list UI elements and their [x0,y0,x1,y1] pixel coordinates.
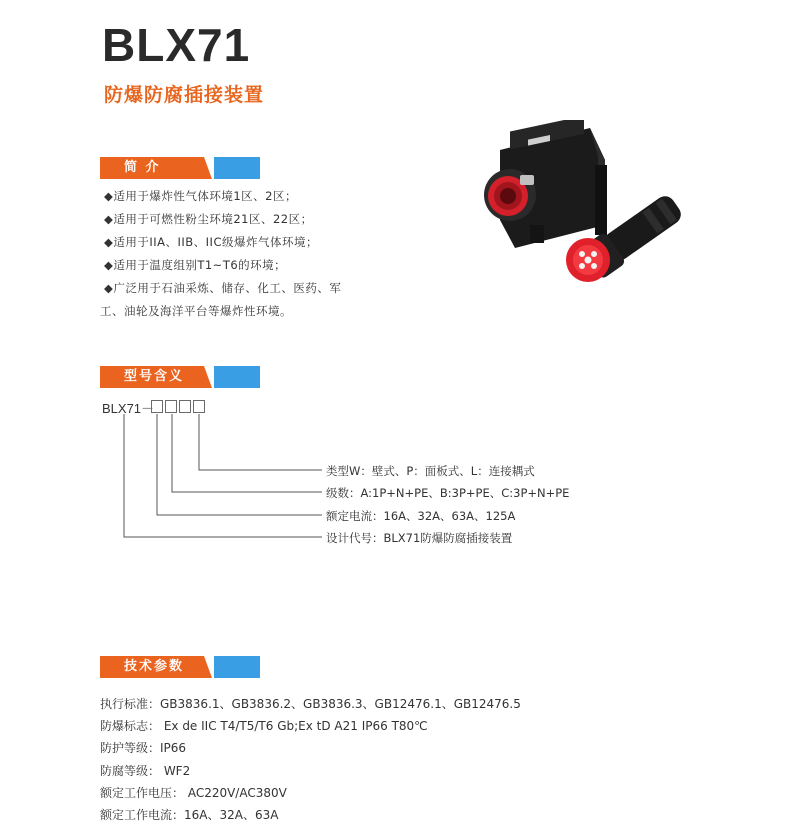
intro-bullet: ◆适用于温度组别T1~T6的环境； [104,258,287,272]
spec-row: 防护等级：IP66 [100,741,187,755]
product-image [470,120,700,300]
model-legend-item: 类型W：壁式、P：面板式、L：连接耦式 [326,464,535,478]
model-legend-item: 级数：A:1P+N+PE、B:3P+PE、C:3P+N+PE [326,486,570,500]
intro-bullet: 工、油轮及海洋平台等爆炸性环境。 [100,304,292,318]
model-code: BLX71－ [102,401,155,416]
spec-row: 防爆标志： Ex de IIC T4/T5/T6 Gb;Ex tD A21 IP66 T80℃ [100,719,428,733]
intro-bullet: ◆广泛用于石油采炼、储存、化工、医药、军 [104,281,342,295]
spec-row: 额定工作电压： AC220V/AC380V [100,786,287,800]
spec-row: 防腐等级： WF2 [100,764,191,778]
section-header-accent [214,656,260,678]
model-slot-box [193,400,205,413]
intro-bullet: ◆适用于可燃性粉尘环境21区、22区； [104,212,313,226]
section-header-accent [214,157,260,179]
section-header-label: 技术参数 [100,656,212,678]
spec-row: 额定工作电流：16A、32A、63A [100,808,279,822]
intro-bullet: ◆适用于IIA、IIB、IIC级爆炸气体环境； [104,235,318,249]
spec-row: 执行标准：GB3836.1、GB3836.2、GB3836.3、GB12476.1、GB12476.5 [100,697,521,711]
model-slot-box [179,400,191,413]
page-title: BLX71 [102,19,251,71]
section-header-accent [214,366,260,388]
section-header-label: 简 介 [100,157,212,179]
page-subtitle: 防爆防腐插接装置 [104,84,265,106]
model-slot-box [165,400,177,413]
model-slot-box [151,400,163,413]
intro-bullet: ◆适用于爆炸性气体环境1区、2区； [104,189,297,203]
model-legend-item: 设计代号：BLX71防爆防腐插接装置 [326,531,513,545]
section-header-label: 型号含义 [100,366,212,388]
model-legend-item: 额定电流：16A、32A、63A、125A [326,509,516,523]
